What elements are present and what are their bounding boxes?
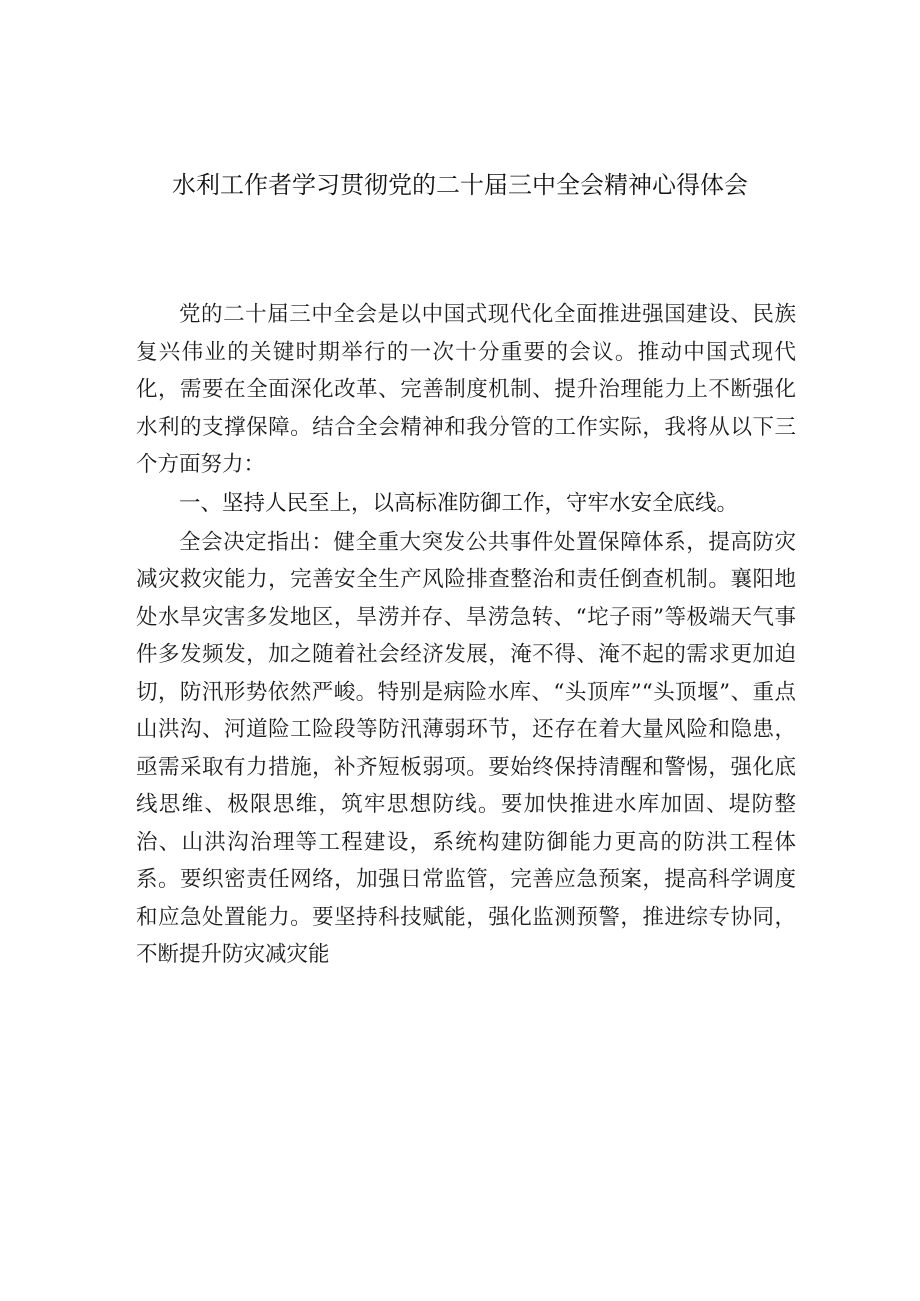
intro-paragraph: 党的二十届三中全会是以中国式现代化全面推进强国建设、民族复兴伟业的关键时期举行的一次十分重要的会议。推动中国式现代化，需要在全面深化改革、完善制度机制、提升治理能力上不断强化水利的支撑保障。结合全会精神和我分管的工作实际，我将从以下三个方面努力：	[136, 302, 796, 477]
document-body	[136, 296, 796, 974]
section-1-heading: 一、坚持人民至上，以高标准防御工作，守牢水安全底线。	[179, 490, 739, 516]
section-1-paragraph: 全会决定指出：健全重大突发公共事件处置保障体系，提高防灾减灾救灾能力，完善安全生产风险排查整治和责任倒查机制。襄阳地处水旱灾害多发地区，旱涝并存、旱涝急转、“坨子雨”等极端天气事件多发频发，加之随着社会经济发展，淹不得、淹不起的需求更加迫切，防汛形势依然严峻。特别是病险水库、“头顶库”“头顶堰”、重点山洪沟、河道险工险段等防汛薄弱环节，还存在着大量风险和隐患，亟需采取有力措施，补齐短板弱项。要始终保持清醒和警惕，强化底线思维、极限思维，筑牢思想防线。要加快推进水库加固、堤防整治、山洪沟治理等工程建设，系统构建防御能力更高的防洪工程体系。要织密责任网络，加强日常监管，完善应急预案，提高科学调度和应急处置能力。要坚持科技赋能，强化监测预警，推进综专协同，不断提升防灾减灾能	[136, 529, 797, 967]
document-title: 水利工作者学习贯彻党的二十届三中全会精神心得体会	[172, 171, 748, 199]
